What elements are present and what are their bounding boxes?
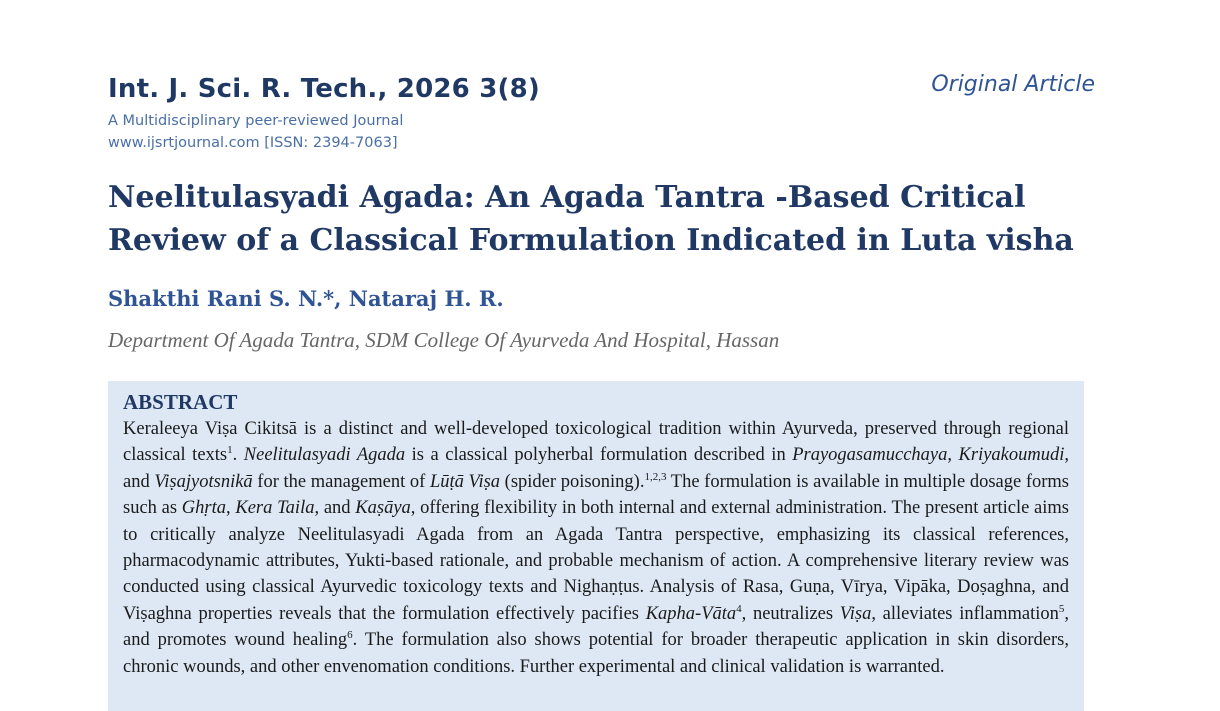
abstract-term: Kriyakoumudi [958, 445, 1065, 466]
abstract-term: Viṣajyotsnikā [154, 471, 253, 492]
abstract-text: The formulation is available in multiple dosage forms such as [123, 471, 1070, 519]
abstract-term: Viṣa [839, 603, 872, 624]
abstract-text: , and promotes wound healing [123, 603, 1070, 651]
paper-title-line-2: Review of a Classical Formulation Indicated in Luta visha [108, 223, 1074, 258]
journal-tagline: A Multidisciplinary peer-reviewed Journal [108, 113, 404, 129]
citation-ref: 1 [227, 444, 233, 457]
citation-ref: 4 [736, 602, 742, 615]
abstract-text: , and [314, 498, 356, 519]
abstract-term: Kera Taila [235, 498, 315, 519]
abstract-text: Keraleeya Viṣa Cikitsā is a distinct and well-developed toxicological tradition within Ayurveda, preserved through regional classical texts [123, 419, 1069, 466]
abstract-text: . The formulation also shows potential for broader therapeutic application in skin disorders, chronic wounds, and other envenomation conditions. Further experimental and clinical validation is warranted. [123, 630, 1069, 677]
citation-ref: 5 [1058, 602, 1065, 615]
abstract-text: , neutralizes [741, 603, 840, 624]
abstract-term: Kapha-Vāta [645, 603, 737, 624]
abstract-term: Ghṛta [181, 498, 226, 519]
abstract-term: Lūṭā Viṣa [429, 471, 501, 492]
journal-website[interactable]: www.ijsrtjournal.com [ISSN: 2394-7063] [108, 135, 398, 151]
author-list: Shakthi Rani S. N.*, Nataraj H. R. [108, 286, 504, 311]
abstract-term: Neelitulasyadi Agada [243, 445, 406, 466]
abstract-text: , offering flexibility in both internal and external administration. The present article aims to critically analyze Neelitulasyadi Agada from an Agada Tantra perspective, emphasizing its classical references, pharmacodynamic attributes, Yukti-based rationale, and probable mechanism of action. A comprehensive literary review was conducted using classical Ayurvedic toxicology texts and Nighaṇṭus. Analysis of Rasa, Guṇa, Vīrya, Vipāka, Doṣaghna, and Viṣaghna properties reveals that the formulation effectively pacifies [123, 498, 1069, 624]
article-type-label: Original Article [931, 72, 1095, 97]
abstract-term: Prayogasamucchaya [792, 445, 948, 466]
abstract-text: . [232, 445, 244, 466]
abstract-heading: ABSTRACT [123, 390, 238, 414]
abstract-body [123, 416, 1069, 680]
abstract-term: Kaṣāya [355, 498, 411, 519]
abstract-text: , [226, 498, 236, 519]
abstract-text: , alleviates inflammation [871, 603, 1059, 624]
abstract-text: (spider poisoning). [500, 471, 645, 492]
abstract-text: , and [123, 445, 1070, 492]
citation-ref: 6 [347, 629, 353, 642]
journal-title: Int. J. Sci. R. Tech., 2026 3(8) [108, 74, 540, 104]
abstract-text: is a classical polyherbal formulation described in [405, 445, 793, 466]
paper-title-line-1: Neelitulasyadi Agada: An Agada Tantra -Based Critical [108, 180, 1026, 215]
author-affiliation: Department Of Agada Tantra, SDM College Of Ayurveda And Hospital, Hassan [108, 328, 780, 352]
citation-ref: 1,2,3 [644, 470, 667, 483]
abstract-text: for the management of [252, 471, 430, 492]
paper-title [108, 176, 1108, 262]
abstract-box [108, 381, 1084, 711]
abstract-text: , [947, 445, 959, 466]
